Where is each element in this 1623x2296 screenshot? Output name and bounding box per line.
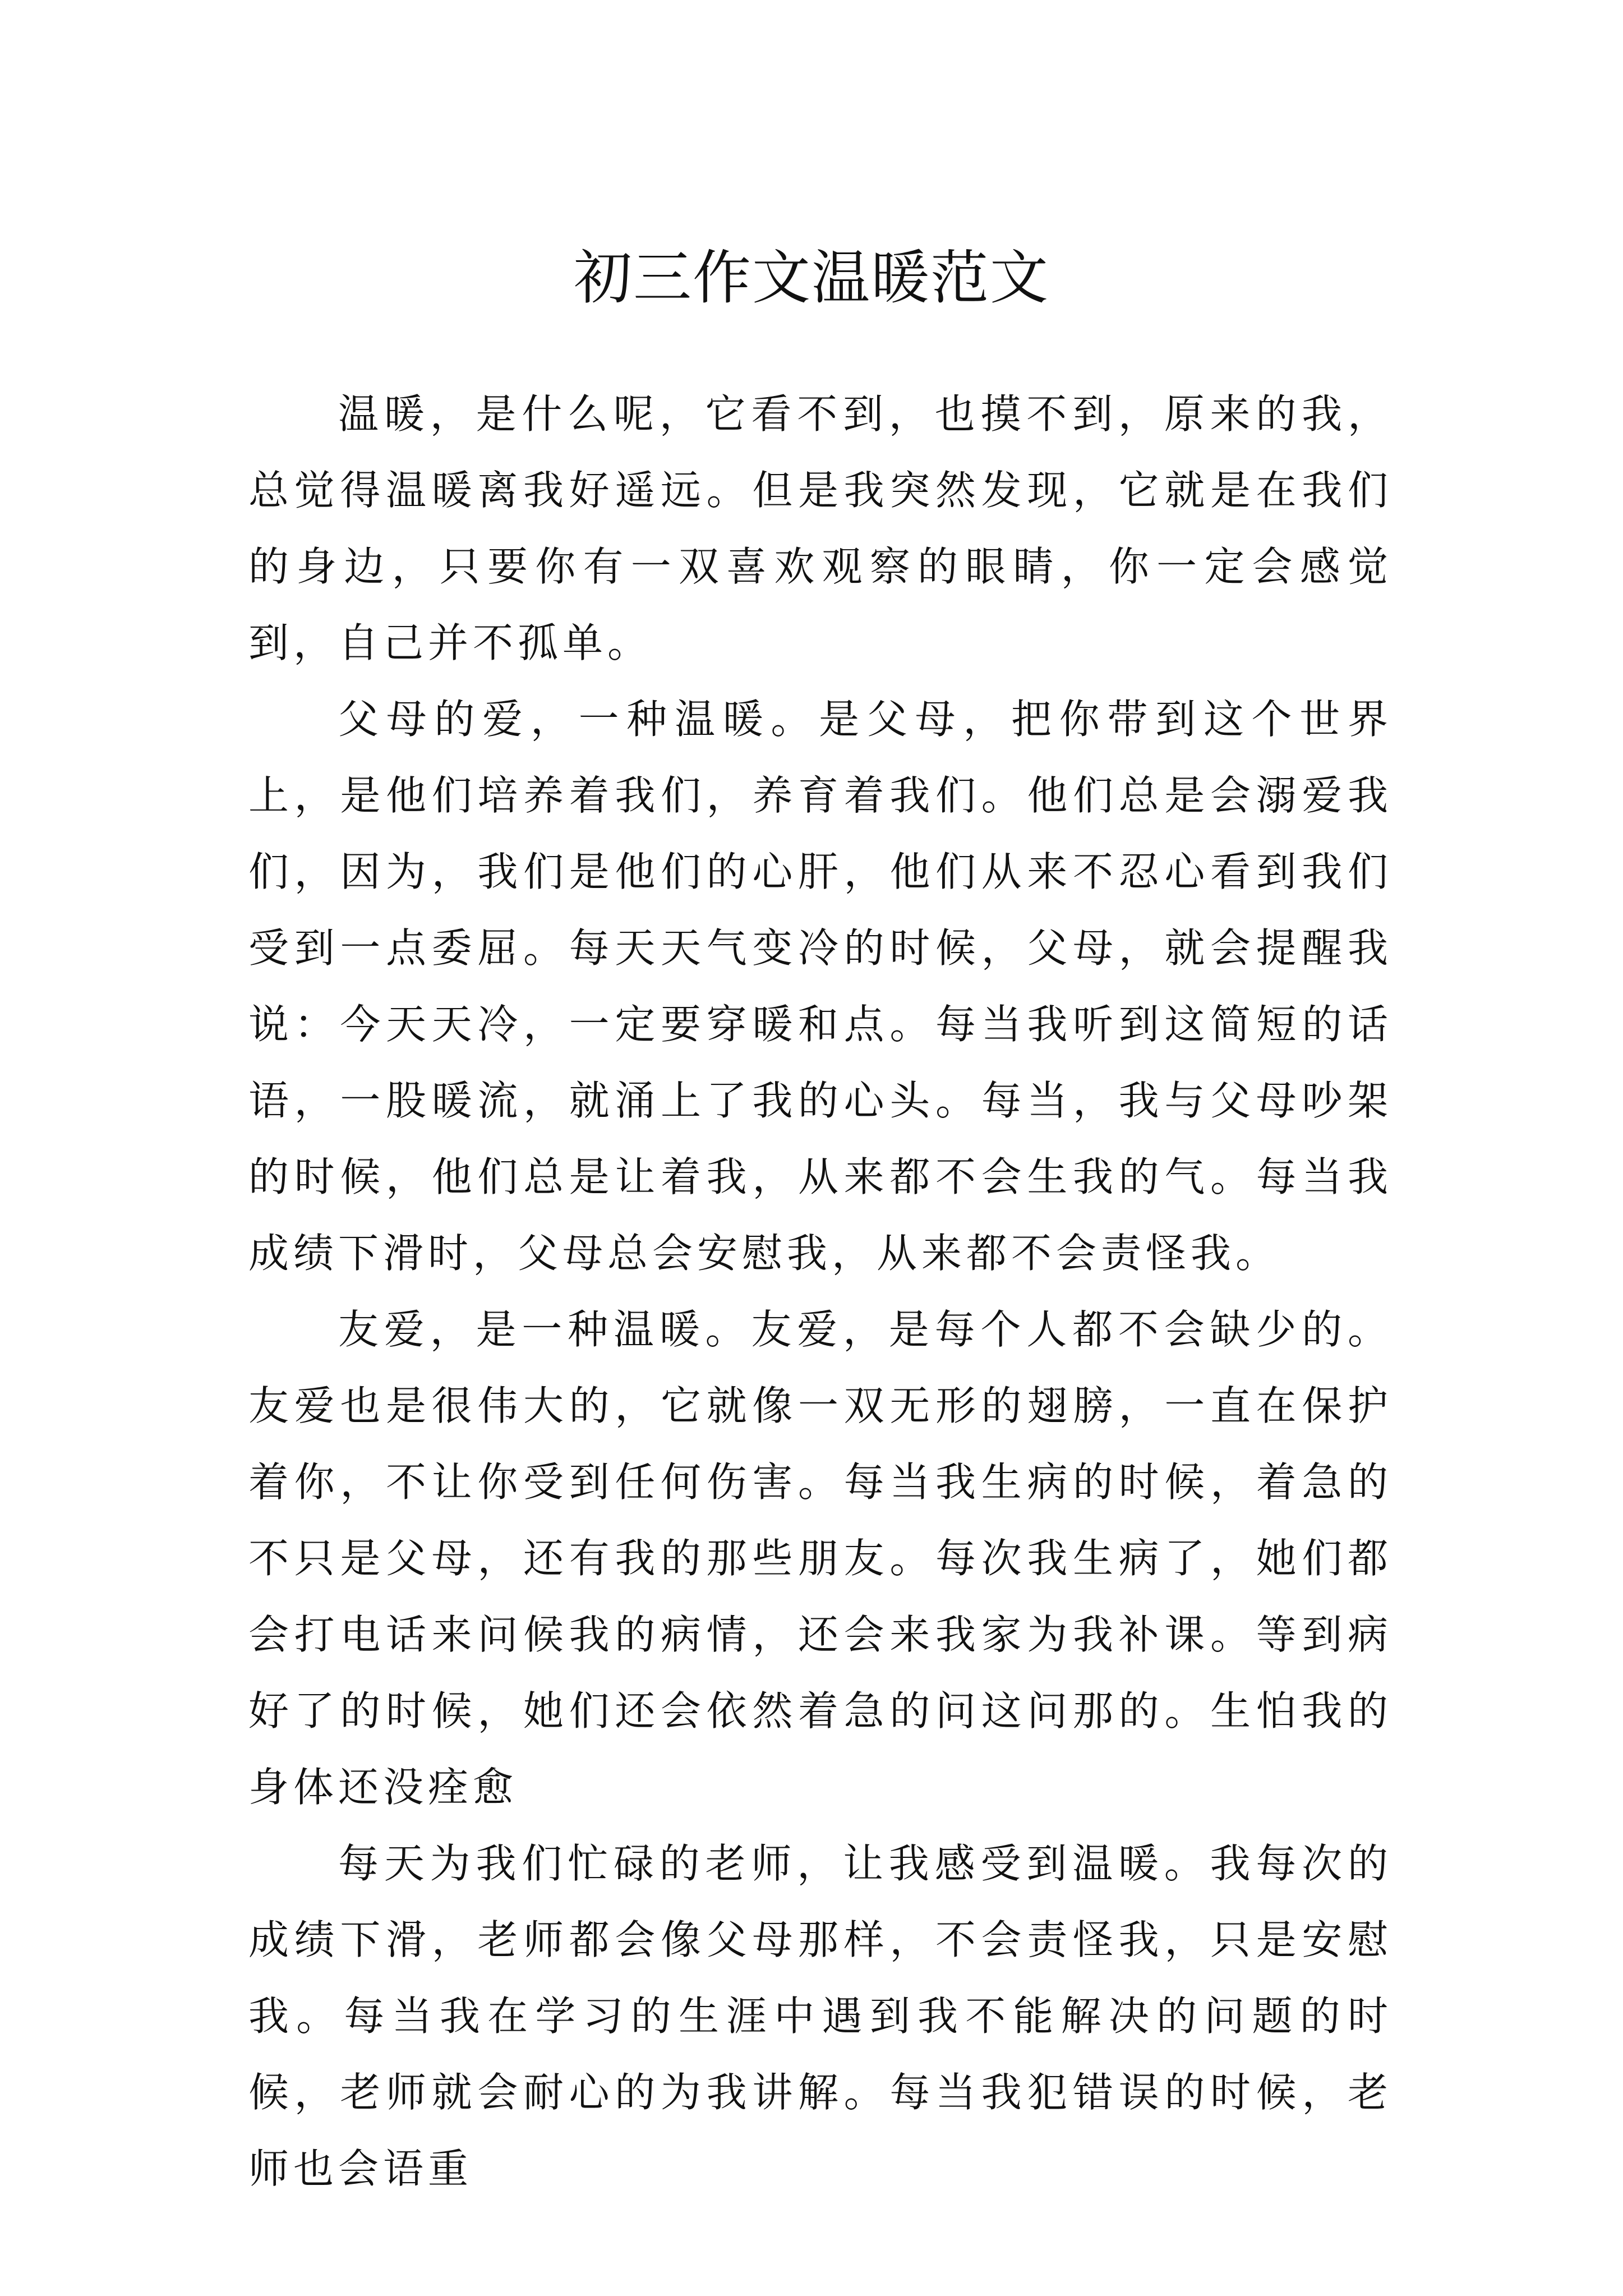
document-title: 初三作文温暖范文 — [573, 243, 1049, 312]
document-body — [248, 376, 1393, 2207]
paragraph: 父母的爱，一种温暖。是父母，把你带到这个世界上，是他们培养着我们，养育着我们。他们总是会溺爱我们，因为，我们是他们的心肝，他们从来不忍心看到我们受到一点委屈。每天天气变冷的时候，父母，就会提醒我说：今天天冷，一定要穿暖和点。每当我听到这简短的话语，一股暖流，就涌上了我的心头。每当，我与父母吵架的时候，他们总是让着我，从来都不会生我的气。每当我成绩下滑时，父母总会安慰我，从来都不会责怪我。 — [248, 696, 1393, 1277]
paragraph: 每天为我们忙碌的老师，让我感受到温暖。我每次的成绩下滑，老师都会像父母那样，不会责怪我，只是安慰我。每当我在学习的生涯中遇到我不能解决的问题的时候，老师就会耐心的为我讲解。每当我犯错误的时候，老师也会语重 — [248, 1840, 1393, 2192]
paragraph: 温暖，是什么呢，它看不到，也摸不到，原来的我，总觉得温暖离我好遥远。但是我突然发现，它就是在我们的身边，只要你有一双喜欢观察的眼睛，你一定会感觉到，自己并不孤单。 — [248, 390, 1393, 666]
paragraph: 友爱，是一种温暖。友爱，是每个人都不会缺少的。友爱也是很伟大的，它就像一双无形的翅膀，一直在保护着你，不让你受到任何伤害。每当我生病的时候，着急的不只是父母，还有我的那些朋友。每次我生病了，她们都会打电话来问候我的病情，还会来我家为我补课。等到病好了的时候，她们还会依然着急的问这问那的。生怕我的身体还没痊愈 — [248, 1306, 1393, 1811]
